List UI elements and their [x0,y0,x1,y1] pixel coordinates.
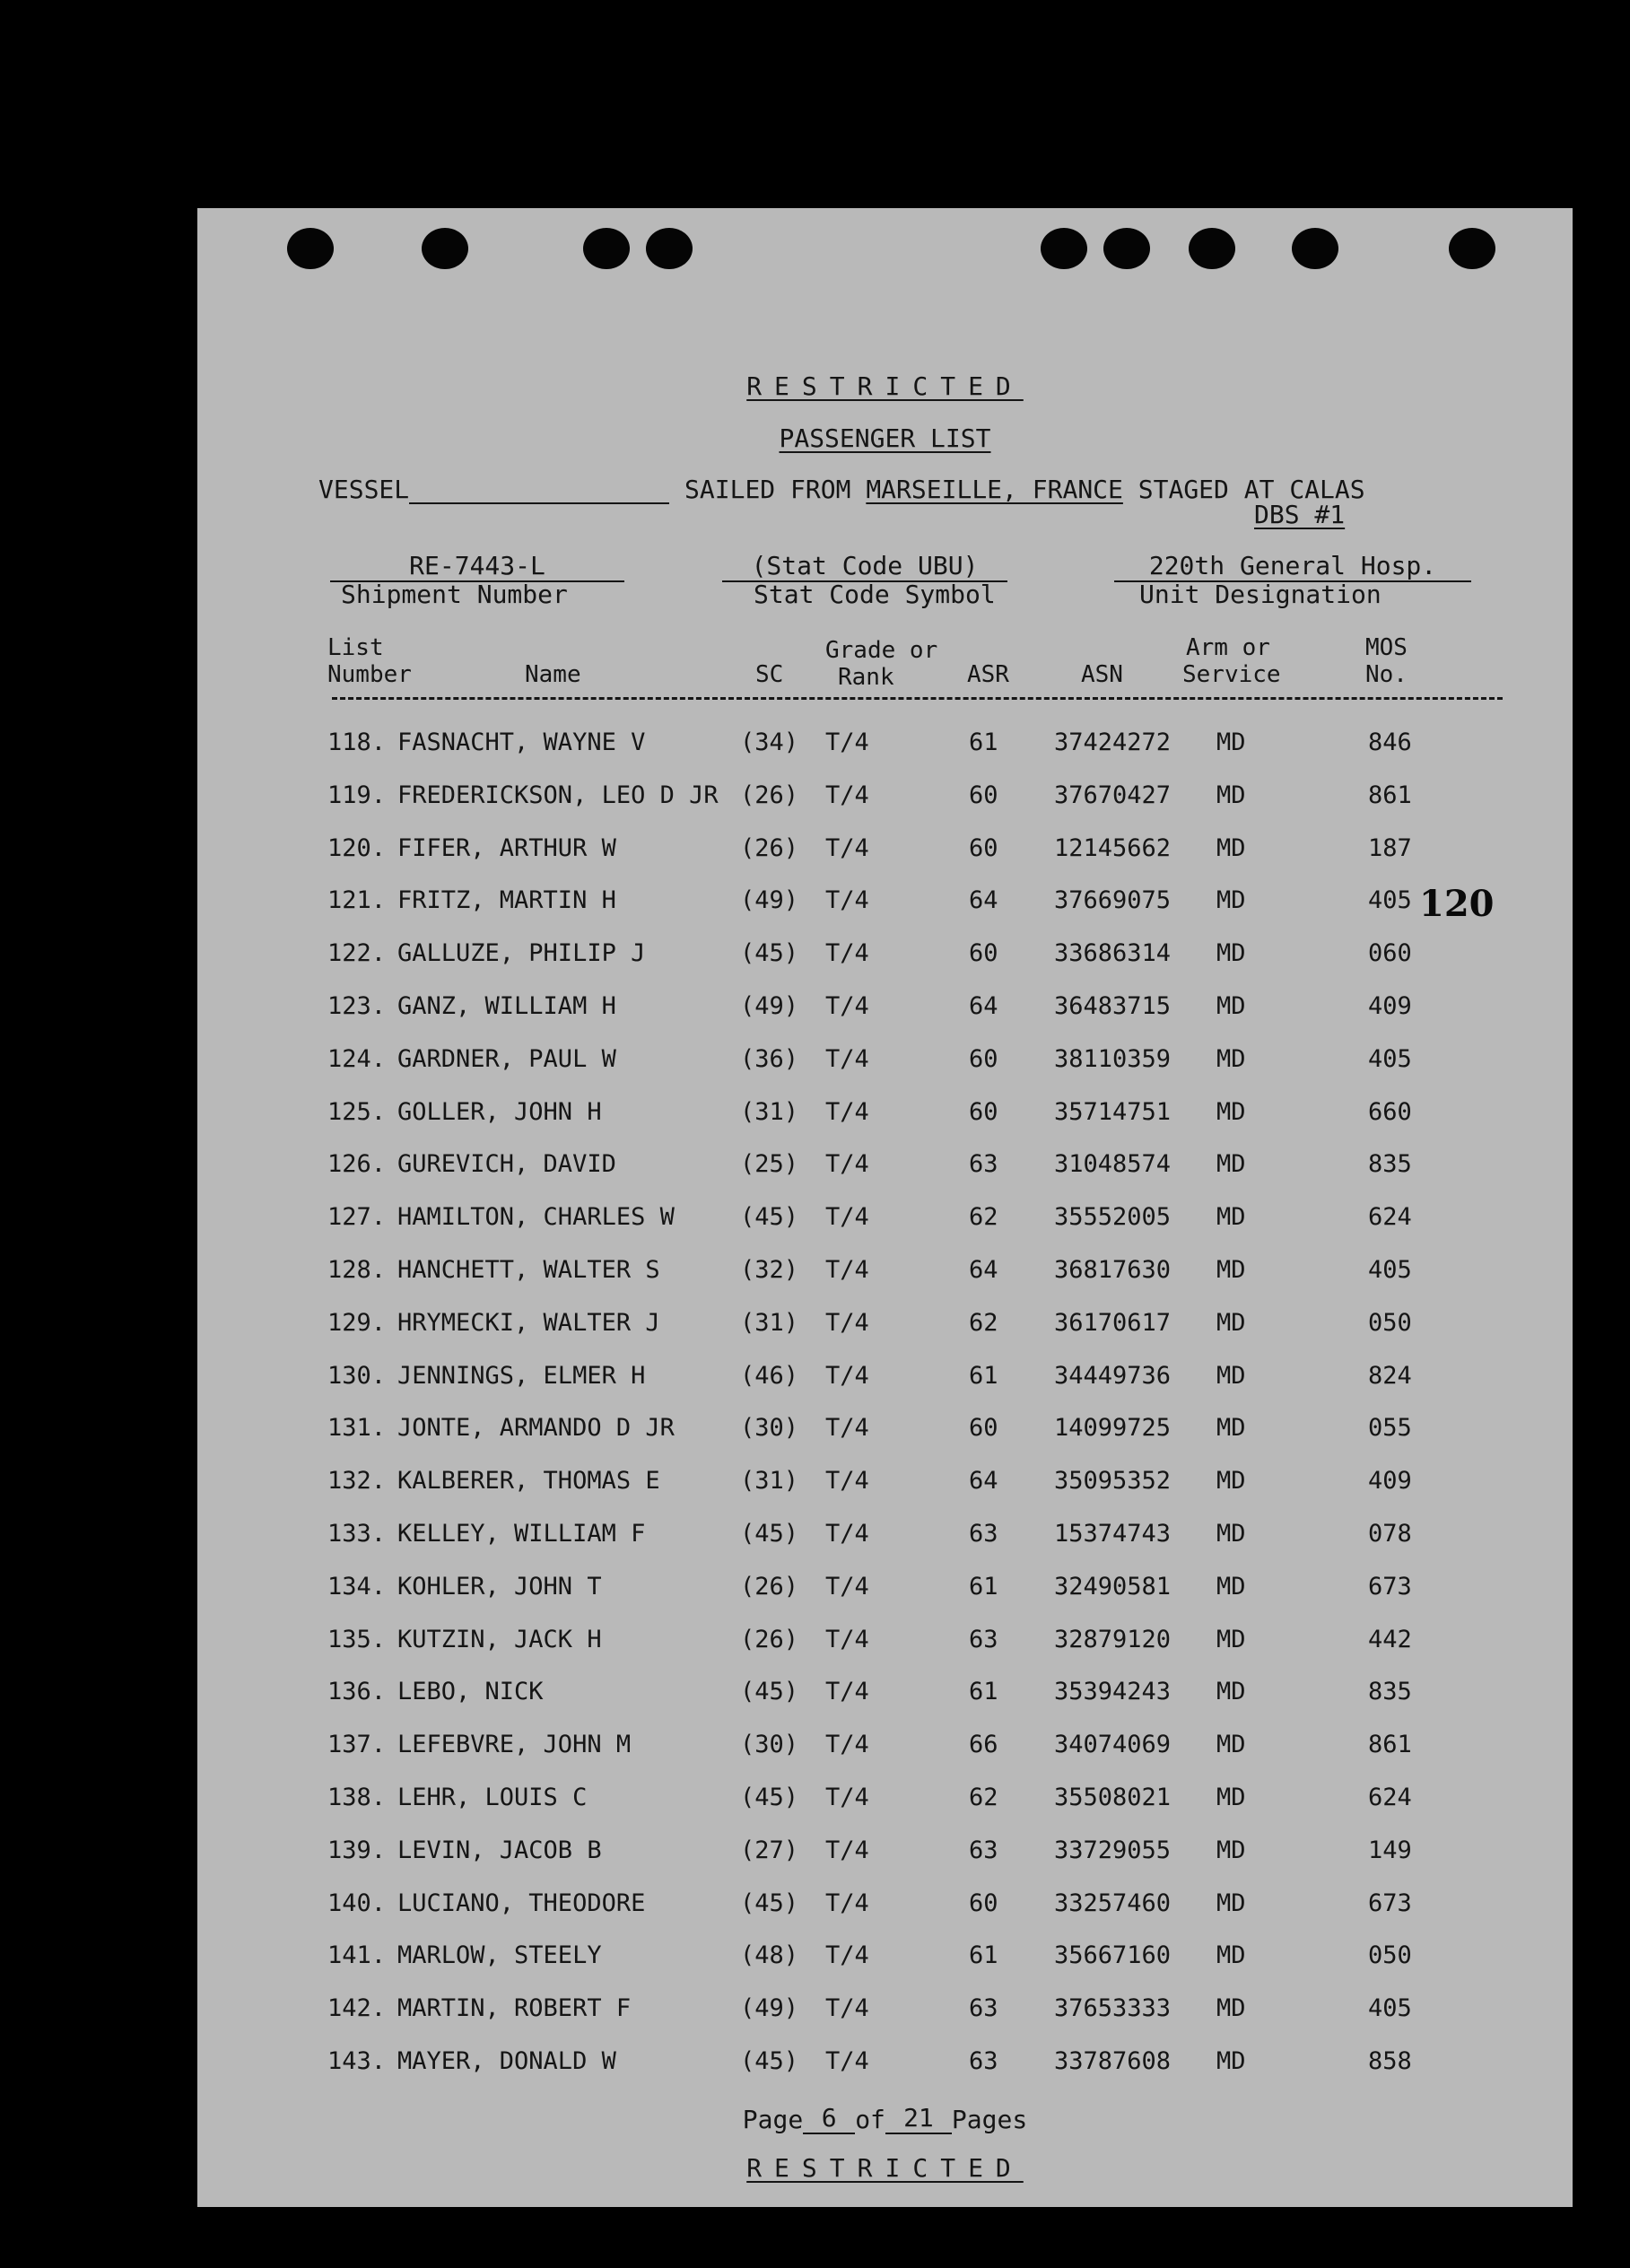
arm-value: MD [1216,1889,1246,1917]
list-number: 119. [327,781,387,809]
arm-value: MD [1216,1572,1246,1601]
mos-value: 187 [1368,833,1412,862]
asn-value: 36483715 [1054,992,1172,1020]
grade-value: T/4 [825,781,869,809]
mos-value: 660 [1368,1097,1412,1126]
table-row [197,992,1573,1028]
arm-value: MD [1216,1097,1246,1126]
list-number: 130. [327,1361,387,1390]
grade-value: T/4 [825,1203,869,1232]
col-sc-text: SC [755,661,784,688]
list-number: 143. [327,2047,387,2075]
list-number: 120. [327,833,387,862]
table-row [197,1362,1573,1398]
list-number: 131. [327,1414,387,1443]
asr-value: 63 [969,1150,998,1179]
sc-value: (45) [740,1520,799,1548]
arm-value: MD [1216,1044,1246,1073]
mos-value: 409 [1368,1467,1412,1496]
sc-value: (45) [740,1889,799,1917]
of-label: of [855,2105,885,2134]
col-asr [967,661,1009,688]
sailed-from-label: SAILED FROM [684,475,851,504]
vessel-blank [409,502,669,504]
table-row [197,1467,1573,1503]
vessel-label: VESSEL [318,475,410,504]
table-row [197,1678,1573,1714]
grade-value: T/4 [825,1731,869,1759]
punch-hole [646,228,693,269]
list-number: 121. [327,886,387,915]
pages-label: Pages [951,2105,1028,2134]
stat-code-text: (Stat Code UBU) [722,551,1007,582]
arm-value: MD [1216,1150,1246,1179]
asr-value: 61 [969,1572,998,1601]
asn-value: 37670427 [1054,781,1172,809]
passenger-name: FRITZ, MARTIN H [397,886,616,915]
list-number: 123. [327,992,387,1020]
asr-value: 63 [969,1994,998,2023]
shipment-number-label-text: Shipment Number [341,580,568,609]
classification-text: RESTRICTED [746,371,1024,401]
asn-value: 31048574 [1054,1150,1172,1179]
mos-value: 060 [1368,939,1412,968]
arm-value: MD [1216,728,1246,756]
passenger-name: FASNACHT, WAYNE V [397,728,646,756]
list-number: 125. [327,1097,387,1126]
mos-value: 078 [1368,1520,1412,1548]
arm-value: MD [1216,1467,1246,1496]
mos-value: 673 [1368,1572,1412,1601]
sc-value: (45) [740,1203,799,1232]
asr-value: 64 [969,1467,998,1496]
asn-value: 34074069 [1054,1731,1172,1759]
sc-value: (25) [740,1150,799,1179]
classification-bottom-text: RESTRICTED [746,2153,1024,2183]
asn-value: 12145662 [1054,833,1172,862]
asr-value: 61 [969,1941,998,1970]
punch-hole [583,228,630,269]
shipment-number-text: RE-7443-L [330,551,624,582]
sc-value: (30) [740,1731,799,1759]
document-page [197,208,1573,2207]
asr-value: 66 [969,1731,998,1759]
mos-value: 055 [1368,1414,1412,1443]
list-number: 135. [327,1625,387,1653]
col-grade-1: Grade or [825,637,938,664]
asn-value: 35714751 [1054,1097,1172,1126]
sc-value: (32) [740,1256,799,1284]
passenger-name: KALBERER, THOMAS E [397,1467,660,1496]
asr-value: 61 [969,1678,998,1706]
table-row [197,834,1573,870]
list-title-text: PASSENGER LIST [779,423,991,453]
mos-value: 846 [1368,728,1412,756]
table-row [197,1150,1573,1186]
classification-top [197,371,1573,401]
sc-value: (36) [740,1044,799,1073]
arm-value: MD [1216,1520,1246,1548]
mos-value: 861 [1368,1731,1412,1759]
asr-value: 63 [969,1836,998,1864]
passenger-name: LUCIANO, THEODORE [397,1889,646,1917]
sc-value: (27) [740,1836,799,1864]
grade-value: T/4 [825,1361,869,1390]
punch-hole [1103,228,1150,269]
asr-value: 64 [969,992,998,1020]
sc-value: (34) [740,728,799,756]
col-asn-text: ASN [1081,661,1123,688]
sc-value: (26) [740,833,799,862]
passenger-name: JONTE, ARMANDO D JR [397,1414,675,1443]
table-row [197,1731,1573,1766]
arm-value: MD [1216,1941,1246,1970]
arm-value: MD [1216,1678,1246,1706]
list-number: 141. [327,1941,387,1970]
arm-value: MD [1216,2047,1246,2075]
asr-value: 61 [969,728,998,756]
grade-value: T/4 [825,1150,869,1179]
list-number: 118. [327,728,387,756]
list-number: 139. [327,1836,387,1864]
list-number: 129. [327,1308,387,1337]
table-row [197,1626,1573,1662]
asn-value: 35508021 [1054,1784,1172,1811]
shipment-number-value [330,551,624,582]
sc-value: (26) [740,781,799,809]
arm-value: MD [1216,939,1246,968]
sc-value: (26) [740,1625,799,1653]
punch-hole [422,228,468,269]
arm-value: MD [1216,1256,1246,1284]
arm-value: MD [1216,1361,1246,1390]
asr-value: 60 [969,1889,998,1917]
arm-value: MD [1216,1731,1246,1759]
grade-value: T/4 [825,1625,869,1653]
unit-label-text: Unit Designation [1139,580,1382,609]
grade-value: T/4 [825,1044,869,1073]
asn-value: 33686314 [1054,939,1172,968]
grade-value: T/4 [825,1889,869,1917]
list-number: 134. [327,1572,387,1601]
grade-value: T/4 [825,1520,869,1548]
asr-value: 60 [969,1097,998,1126]
asn-value: 37424272 [1054,728,1172,756]
col-sc [755,661,783,688]
table-row [197,1784,1573,1819]
arm-value: MD [1216,886,1246,915]
mos-value: 409 [1368,992,1412,1020]
arm-value: MD [1216,992,1246,1020]
col-arm-1: Arm or [1186,634,1270,661]
arm-value: MD [1216,1625,1246,1653]
table-row [197,1309,1573,1345]
mos-value: 624 [1368,1784,1412,1811]
table-row [197,1045,1573,1081]
asn-value: 38110359 [1054,1044,1172,1073]
grade-value: T/4 [825,1308,869,1337]
col-mos-1: MOS [1365,634,1408,661]
page-label: Page [742,2105,804,2134]
table-row [197,1994,1573,2030]
table-row [197,886,1573,922]
passenger-name: LEFEBVRE, JOHN M [397,1731,632,1759]
grade-value: T/4 [825,1941,869,1970]
sc-value: (45) [740,1784,799,1811]
grade-value: T/4 [825,1414,869,1443]
sc-value: (45) [740,939,799,968]
passenger-name: GALLUZE, PHILIP J [397,939,646,968]
col-arm-2: Service [1182,661,1281,688]
mos-value: 673 [1368,1889,1412,1917]
sc-value: (30) [740,1414,799,1443]
asr-value: 60 [969,1414,998,1443]
stat-code-label-text: Stat Code Symbol [754,580,996,609]
asr-value: 61 [969,1361,998,1390]
col-list-number-1: List [327,634,384,661]
asr-value: 62 [969,1203,998,1232]
mos-value: 405 [1368,1044,1412,1073]
table-row [197,781,1573,817]
punch-hole [1292,228,1338,269]
list-number: 128. [327,1256,387,1284]
mos-value: 624 [1368,1203,1412,1232]
sc-value: (31) [740,1467,799,1496]
mos-value: 442 [1368,1625,1412,1653]
col-list-number-2: Number [327,661,412,688]
asn-value: 35667160 [1054,1941,1172,1970]
handwritten-page-stamp: 120 [1419,883,1495,925]
list-number: 122. [327,939,387,968]
passenger-name: MAYER, DONALD W [397,2047,616,2075]
page-number: 6 [803,2103,855,2134]
asn-value: 14099725 [1054,1414,1172,1443]
unit-label [1139,580,1382,609]
passenger-name: MARLOW, STEELY [397,1941,602,1970]
arm-value: MD [1216,833,1246,862]
dbs-label: DBS #1 [1254,500,1346,529]
asn-value: 32490581 [1054,1572,1172,1601]
mos-value: 858 [1368,2047,1412,2075]
passenger-name: LEBO, NICK [397,1678,544,1706]
passenger-name: GANZ, WILLIAM H [397,992,616,1020]
asn-value: 33729055 [1054,1836,1172,1864]
col-mos-2: No. [1365,661,1408,688]
asr-value: 60 [969,939,998,968]
sc-value: (45) [740,1678,799,1706]
asr-value: 60 [969,781,998,809]
sc-value: (31) [740,1097,799,1126]
list-number: 127. [327,1203,387,1232]
passenger-name: KUTZIN, JACK H [397,1625,602,1653]
grade-value: T/4 [825,2047,869,2075]
col-list-number [327,634,412,688]
asn-value: 36170617 [1054,1308,1172,1337]
passenger-name: HRYMECKI, WALTER J [397,1308,660,1337]
passenger-name: GARDNER, PAUL W [397,1044,616,1073]
col-mos [1365,634,1408,688]
asr-value: 63 [969,2047,998,2075]
asn-value: 37653333 [1054,1994,1172,2023]
unit-value [1114,551,1471,582]
grade-value: T/4 [825,1784,869,1811]
sc-value: (48) [740,1941,799,1970]
table-row [197,1414,1573,1450]
mos-value: 835 [1368,1150,1412,1179]
asr-value: 62 [969,1308,998,1337]
mos-value: 405 [1368,886,1412,915]
asr-value: 63 [969,1520,998,1548]
col-name [525,661,581,688]
grade-value: T/4 [825,992,869,1020]
punch-hole [1189,228,1235,269]
grade-value: T/4 [825,886,869,915]
passenger-name: GUREVICH, DAVID [397,1150,616,1179]
table-row [197,939,1573,975]
col-grade-2: Rank [838,664,894,691]
asr-value: 60 [969,833,998,862]
sc-value: (49) [740,886,799,915]
list-number: 136. [327,1678,387,1706]
grade-value: T/4 [825,833,869,862]
grade-value: T/4 [825,1994,869,2023]
grade-value: T/4 [825,939,869,968]
grade-value: T/4 [825,1467,869,1496]
arm-value: MD [1216,1203,1246,1232]
arm-value: MD [1216,1784,1246,1811]
passenger-name: MARTIN, ROBERT F [397,1994,632,2023]
table-row [197,1203,1573,1239]
asn-value: 35394243 [1054,1678,1172,1706]
asn-value: 35095352 [1054,1467,1172,1496]
sc-value: (49) [740,1994,799,2023]
table-row [197,1520,1573,1556]
table-row [197,1889,1573,1925]
mos-value: 149 [1368,1836,1412,1864]
grade-value: T/4 [825,1678,869,1706]
list-number: 137. [327,1731,387,1759]
asr-value: 63 [969,1625,998,1653]
passenger-name: FREDERICKSON, LEO D JR [397,781,719,809]
passenger-name: KELLEY, WILLIAM F [397,1520,646,1548]
asn-value: 32879120 [1054,1625,1172,1653]
passenger-name: KOHLER, JOHN T [397,1572,602,1601]
table-row [197,1836,1573,1872]
passenger-name: HANCHETT, WALTER S [397,1256,660,1284]
grade-value: T/4 [825,1097,869,1126]
asn-value: 33257460 [1054,1889,1172,1917]
passenger-name: HAMILTON, CHARLES W [397,1203,675,1232]
grade-value: T/4 [825,728,869,756]
table-row [197,1256,1573,1292]
unit-text: 220th General Hosp. [1114,551,1471,582]
asn-value: 15374743 [1054,1520,1172,1548]
list-number: 140. [327,1889,387,1917]
table-row [197,2047,1573,2083]
stat-code-value [722,551,1007,582]
asr-value: 64 [969,1256,998,1284]
asn-value: 34449736 [1054,1361,1172,1390]
sc-value: (49) [740,992,799,1020]
sailed-from-value: MARSEILLE, FRANCE [866,475,1123,504]
list-number: 124. [327,1044,387,1073]
mos-value: 861 [1368,781,1412,809]
asn-value: 36817630 [1054,1256,1172,1284]
mos-value: 824 [1368,1361,1412,1390]
punch-hole [1449,228,1495,269]
asr-value: 60 [969,1044,998,1073]
list-number: 138. [327,1784,387,1811]
table-row [197,728,1573,764]
mos-value: 050 [1368,1941,1412,1970]
classification-bottom [197,2153,1573,2183]
asn-value: 33787608 [1054,2047,1172,2075]
col-arm [1182,634,1281,688]
col-grade [825,637,937,691]
mos-value: 835 [1368,1678,1412,1706]
mos-value: 405 [1368,1994,1412,2023]
mos-value: 050 [1368,1308,1412,1337]
arm-value: MD [1216,1308,1246,1337]
table-row [197,1098,1573,1134]
punch-hole [287,228,334,269]
arm-value: MD [1216,781,1246,809]
list-number: 126. [327,1150,387,1179]
vessel-line [318,475,1365,504]
stat-code-label [754,580,996,609]
arm-value: MD [1216,1994,1246,2023]
col-name-text: Name [525,661,581,688]
shipment-number-label [341,580,568,609]
grade-value: T/4 [825,1836,869,1864]
passenger-name: FIFER, ARTHUR W [397,833,616,862]
list-number: 133. [327,1520,387,1548]
mos-value: 405 [1368,1256,1412,1284]
sc-value: (45) [740,2047,799,2075]
passenger-name: GOLLER, JOHN H [397,1097,602,1126]
table-row [197,1941,1573,1977]
grade-value: T/4 [825,1572,869,1601]
sc-value: (31) [740,1308,799,1337]
col-asn [1081,661,1123,688]
sc-value: (26) [740,1572,799,1601]
asn-value: 35552005 [1054,1203,1172,1232]
table-row [197,1573,1573,1609]
header-separator [332,697,1503,700]
staged-at-label: STAGED AT CALAS [1138,475,1365,504]
dbs-line [1254,500,1345,529]
passenger-name: LEHR, LOUIS C [397,1784,588,1811]
col-asr-text: ASR [967,661,1009,688]
arm-value: MD [1216,1836,1246,1864]
page-count [197,2103,1573,2134]
asr-value: 64 [969,886,998,915]
list-number: 142. [327,1994,387,2023]
page-total: 21 [885,2103,952,2134]
grade-value: T/4 [825,1256,869,1284]
arm-value: MD [1216,1414,1246,1443]
list-number: 132. [327,1467,387,1496]
passenger-name: JENNINGS, ELMER H [397,1361,646,1390]
asr-value: 62 [969,1784,998,1811]
list-title [197,423,1573,453]
sc-value: (46) [740,1361,799,1390]
asn-value: 37669075 [1054,886,1172,915]
passenger-name: LEVIN, JACOB B [397,1836,602,1864]
punch-hole [1041,228,1087,269]
